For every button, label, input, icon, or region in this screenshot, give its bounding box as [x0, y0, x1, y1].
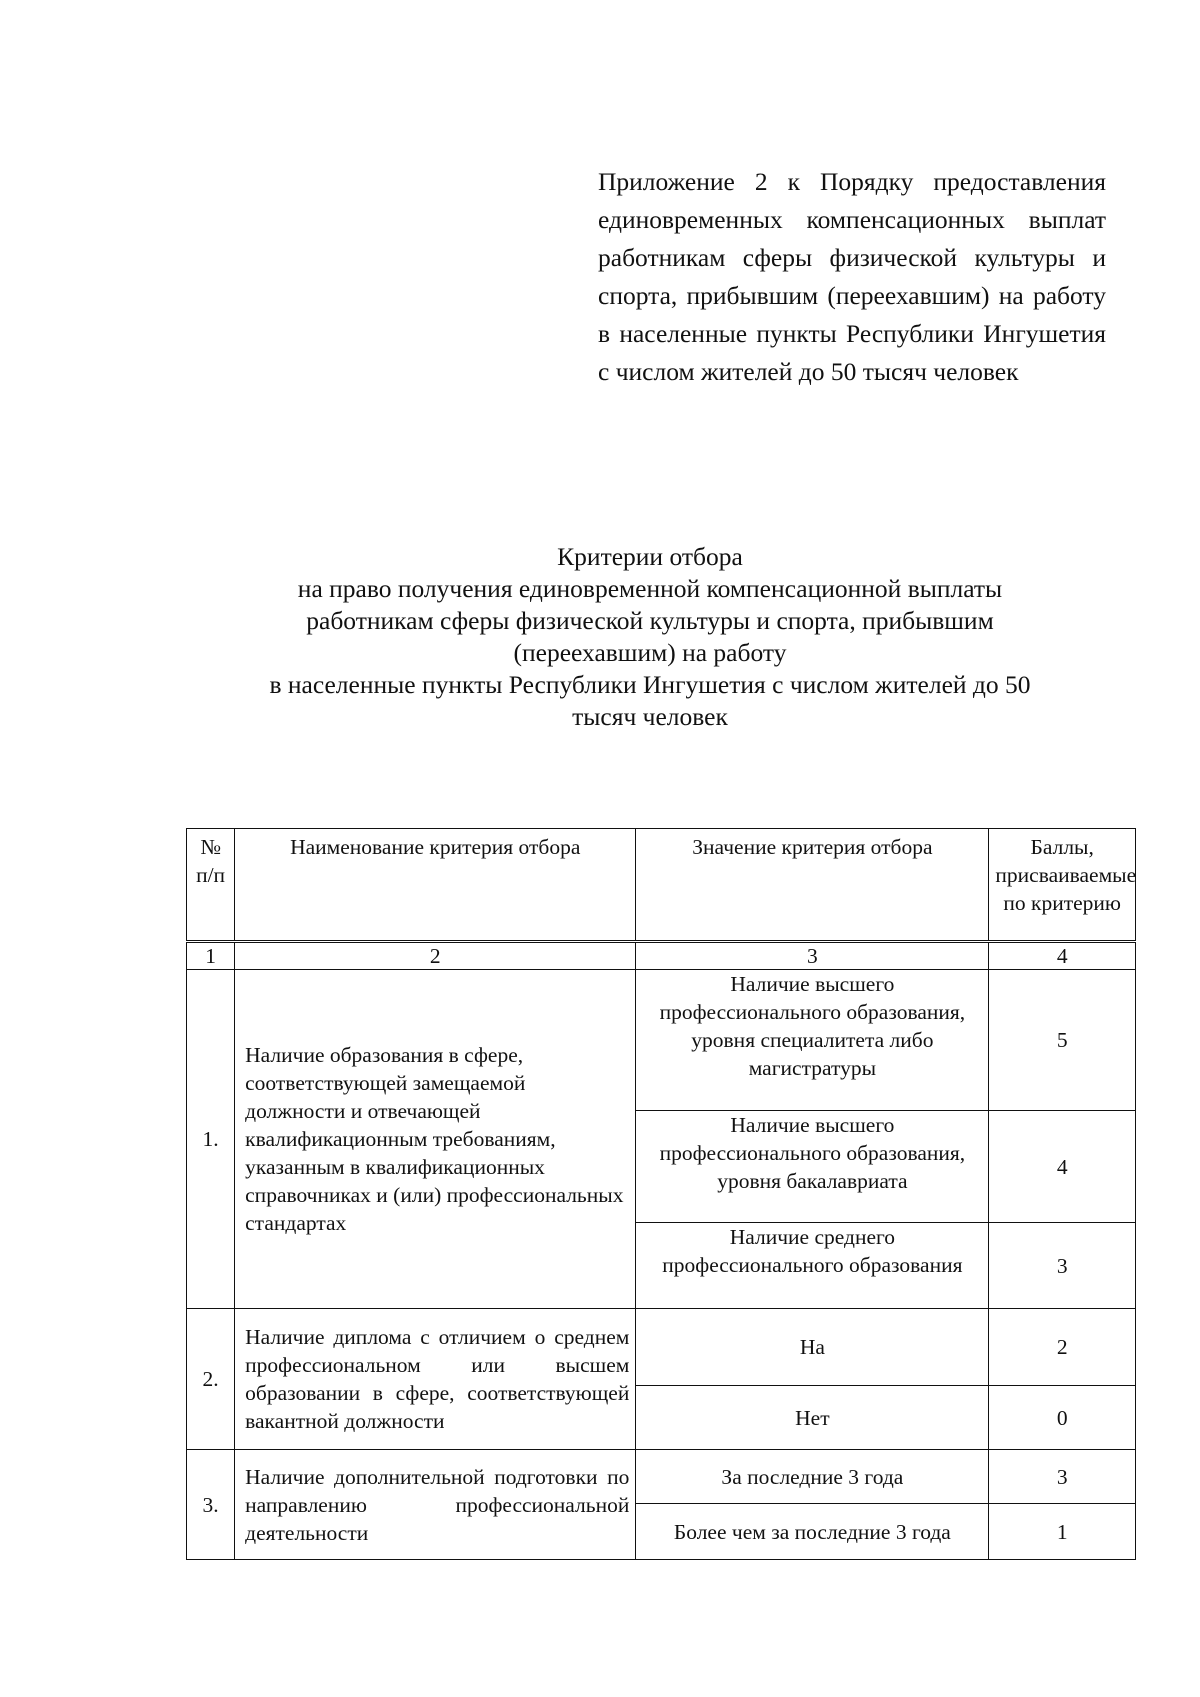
header-number: № п/п — [187, 829, 235, 942]
column-number-row — [187, 942, 1136, 970]
criteria-table — [186, 828, 1136, 1560]
row-number: 2. — [187, 1309, 235, 1450]
title-line: Критерии отбора — [557, 542, 743, 571]
table-row — [187, 1450, 1136, 1504]
criterion-points: 1 — [989, 1504, 1136, 1560]
criterion-points: 0 — [989, 1386, 1136, 1450]
column-number: 4 — [989, 942, 1136, 970]
criterion-value: Наличие высшего профессионального образования, уровня бакалавриата — [636, 1111, 989, 1223]
column-number: 3 — [636, 942, 989, 970]
column-number: 1 — [187, 942, 235, 970]
criterion-name: Наличие дополнительной подготовки по направлению профессиональной деятельности — [235, 1450, 636, 1560]
appendix-text: Приложение 2 к Порядку предоставления единовременных компенсационных выплат работникам сферы физической культуры и спорта, прибывшим (переехавшим) на работу в населенные пункты Республики Ингушетия с числом жителей до 50 тысяч человек — [598, 167, 1106, 386]
header-points: Баллы, присваиваемые по критерию — [989, 829, 1136, 942]
criterion-value: На — [636, 1309, 989, 1386]
title-line: на право получения единовременной компенсационной выплаты — [297, 574, 1003, 603]
criterion-points: 3 — [989, 1450, 1136, 1504]
column-number: 2 — [235, 942, 636, 970]
row-number: 3. — [187, 1450, 235, 1560]
header-criterion-name: Наименование критерия отбора — [235, 829, 636, 942]
criterion-points: 2 — [989, 1309, 1136, 1386]
criterion-name: Наличие образования в сфере, соответствующей замещаемой должности и отвечающей квалификационным требованиям, указанным в квалификационных справочниках и (или) профессиональных стандартах — [235, 970, 636, 1309]
table-header-row — [187, 829, 1136, 942]
header-criterion-value: Значение критерия отбора — [636, 829, 989, 942]
title-line: тысяч человек — [572, 702, 728, 731]
title-line: в населенные пункты Республики Ингушетия с числом жителей до 50 — [269, 670, 1031, 699]
criterion-value: Нет — [636, 1386, 989, 1450]
criterion-value: Наличие среднего профессионального образования — [636, 1223, 989, 1309]
criterion-name: Наличие диплома с отличием о среднем профессиональном или высшем образовании в сфере, соответствующей вакантной должности — [235, 1309, 636, 1450]
criterion-points: 5 — [989, 970, 1136, 1111]
criterion-value: За последние 3 года — [636, 1450, 989, 1504]
title-line: (переехавшим) на работу — [513, 638, 787, 667]
document-title — [180, 541, 1120, 733]
criterion-value: Более чем за последние 3 года — [636, 1504, 989, 1560]
row-number: 1. — [187, 970, 235, 1309]
criterion-points: 3 — [989, 1223, 1136, 1309]
title-line: работникам сферы физической культуры и спорта, прибывшим — [306, 606, 994, 635]
table-row — [187, 970, 1136, 1111]
table-row — [187, 1309, 1136, 1386]
criterion-points: 4 — [989, 1111, 1136, 1223]
appendix-note — [598, 163, 1106, 391]
criterion-value: Наличие высшего профессионального образования, уровня специалитета либо магистратуры — [636, 970, 989, 1111]
